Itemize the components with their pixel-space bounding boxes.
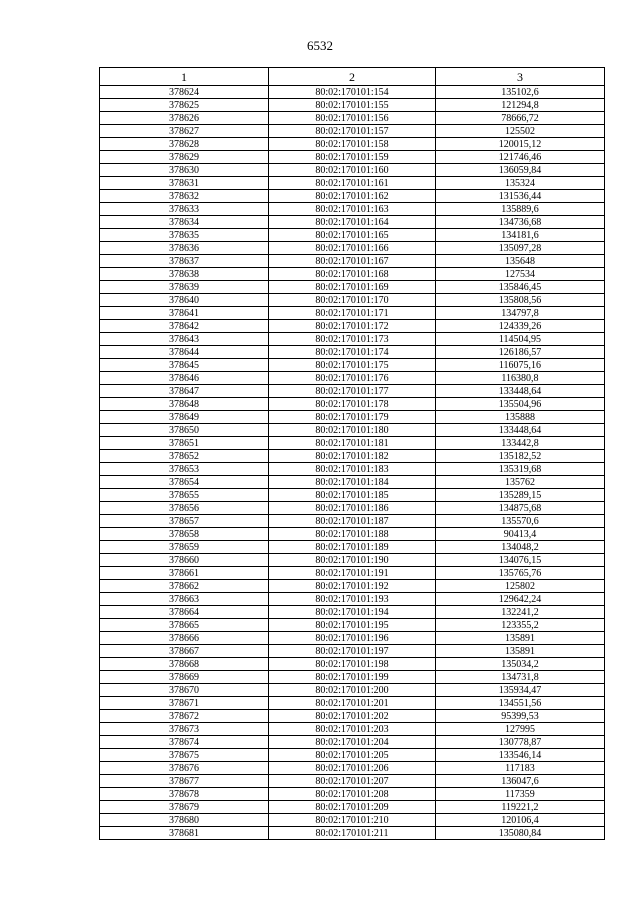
row-number-cell: 378651 [100, 437, 269, 450]
value-cell: 136047,6 [436, 775, 605, 788]
row-number-cell: 378627 [100, 125, 269, 138]
cadastral-number-cell: 80:02:170101:164 [269, 216, 436, 229]
cadastral-number-cell: 80:02:170101:205 [269, 749, 436, 762]
table-row [100, 151, 605, 164]
value-cell: 95399,53 [436, 710, 605, 723]
value-cell: 135846,45 [436, 281, 605, 294]
cadastral-number-cell: 80:02:170101:200 [269, 684, 436, 697]
table-row [100, 814, 605, 827]
row-number-cell: 378679 [100, 801, 269, 814]
row-number-cell: 378641 [100, 307, 269, 320]
row-number-cell: 378654 [100, 476, 269, 489]
table-row [100, 827, 605, 840]
value-cell: 120106,4 [436, 814, 605, 827]
table-row [100, 775, 605, 788]
table-row [100, 281, 605, 294]
value-cell: 131536,44 [436, 190, 605, 203]
value-cell: 135080,84 [436, 827, 605, 840]
row-number-cell: 378666 [100, 632, 269, 645]
value-cell: 134731,8 [436, 671, 605, 684]
row-number-cell: 378631 [100, 177, 269, 190]
table-row [100, 346, 605, 359]
cadastral-number-cell: 80:02:170101:199 [269, 671, 436, 684]
cadastral-number-cell: 80:02:170101:175 [269, 359, 436, 372]
column-header-3: 3 [436, 68, 605, 86]
table-row [100, 723, 605, 736]
table-row [100, 489, 605, 502]
table-row [100, 450, 605, 463]
cadastral-number-cell: 80:02:170101:191 [269, 567, 436, 580]
cadastral-number-cell: 80:02:170101:174 [269, 346, 436, 359]
table-row [100, 268, 605, 281]
row-number-cell: 378626 [100, 112, 269, 125]
data-table [99, 67, 605, 840]
value-cell: 134551,56 [436, 697, 605, 710]
table-row [100, 242, 605, 255]
cadastral-number-cell: 80:02:170101:173 [269, 333, 436, 346]
cadastral-number-cell: 80:02:170101:163 [269, 203, 436, 216]
cadastral-number-cell: 80:02:170101:195 [269, 619, 436, 632]
table-row [100, 515, 605, 528]
table-row [100, 398, 605, 411]
value-cell: 116380,8 [436, 372, 605, 385]
value-cell: 135102,6 [436, 86, 605, 99]
cadastral-number-cell: 80:02:170101:208 [269, 788, 436, 801]
value-cell: 127534 [436, 268, 605, 281]
table-row [100, 138, 605, 151]
row-number-cell: 378680 [100, 814, 269, 827]
cadastral-number-cell: 80:02:170101:155 [269, 99, 436, 112]
row-number-cell: 378642 [100, 320, 269, 333]
cadastral-number-cell: 80:02:170101:198 [269, 658, 436, 671]
cadastral-number-cell: 80:02:170101:181 [269, 437, 436, 450]
row-number-cell: 378658 [100, 528, 269, 541]
value-cell: 116075,16 [436, 359, 605, 372]
table-row [100, 411, 605, 424]
table-row [100, 320, 605, 333]
cadastral-number-cell: 80:02:170101:154 [269, 86, 436, 99]
row-number-cell: 378634 [100, 216, 269, 229]
row-number-cell: 378678 [100, 788, 269, 801]
value-cell: 134181,6 [436, 229, 605, 242]
value-cell: 135570,6 [436, 515, 605, 528]
row-number-cell: 378644 [100, 346, 269, 359]
row-number-cell: 378669 [100, 671, 269, 684]
value-cell: 135319,68 [436, 463, 605, 476]
row-number-cell: 378661 [100, 567, 269, 580]
table-row [100, 671, 605, 684]
row-number-cell: 378657 [100, 515, 269, 528]
table-row [100, 359, 605, 372]
value-cell: 125502 [436, 125, 605, 138]
table-row [100, 749, 605, 762]
table-row [100, 307, 605, 320]
row-number-cell: 378629 [100, 151, 269, 164]
row-number-cell: 378643 [100, 333, 269, 346]
row-number-cell: 378632 [100, 190, 269, 203]
cadastral-number-cell: 80:02:170101:166 [269, 242, 436, 255]
value-cell: 114504,95 [436, 333, 605, 346]
value-cell: 129642,24 [436, 593, 605, 606]
row-number-cell: 378677 [100, 775, 269, 788]
table-row [100, 294, 605, 307]
table-row [100, 554, 605, 567]
row-number-cell: 378633 [100, 203, 269, 216]
row-number-cell: 378659 [100, 541, 269, 554]
table-row [100, 528, 605, 541]
value-cell: 135289,15 [436, 489, 605, 502]
table-row [100, 424, 605, 437]
cadastral-number-cell: 80:02:170101:183 [269, 463, 436, 476]
table-row [100, 632, 605, 645]
cadastral-number-cell: 80:02:170101:202 [269, 710, 436, 723]
table-row [100, 619, 605, 632]
value-cell: 119221,2 [436, 801, 605, 814]
table-row [100, 86, 605, 99]
row-number-cell: 378667 [100, 645, 269, 658]
value-cell: 135808,56 [436, 294, 605, 307]
cadastral-number-cell: 80:02:170101:168 [269, 268, 436, 281]
cadastral-number-cell: 80:02:170101:179 [269, 411, 436, 424]
value-cell: 135765,76 [436, 567, 605, 580]
value-cell: 127995 [436, 723, 605, 736]
row-number-cell: 378681 [100, 827, 269, 840]
row-number-cell: 378638 [100, 268, 269, 281]
table-row [100, 99, 605, 112]
row-number-cell: 378624 [100, 86, 269, 99]
value-cell: 134076,15 [436, 554, 605, 567]
value-cell: 126186,57 [436, 346, 605, 359]
cadastral-number-cell: 80:02:170101:185 [269, 489, 436, 502]
row-number-cell: 378671 [100, 697, 269, 710]
cadastral-number-cell: 80:02:170101:176 [269, 372, 436, 385]
row-number-cell: 378649 [100, 411, 269, 424]
column-header-1: 1 [100, 68, 269, 86]
cadastral-number-cell: 80:02:170101:186 [269, 502, 436, 515]
cadastral-number-cell: 80:02:170101:209 [269, 801, 436, 814]
row-number-cell: 378674 [100, 736, 269, 749]
cadastral-number-cell: 80:02:170101:187 [269, 515, 436, 528]
cadastral-number-cell: 80:02:170101:188 [269, 528, 436, 541]
row-number-cell: 378664 [100, 606, 269, 619]
row-number-cell: 378645 [100, 359, 269, 372]
table-row [100, 190, 605, 203]
cadastral-number-cell: 80:02:170101:167 [269, 255, 436, 268]
row-number-cell: 378672 [100, 710, 269, 723]
cadastral-number-cell: 80:02:170101:194 [269, 606, 436, 619]
row-number-cell: 378625 [100, 99, 269, 112]
table-row [100, 710, 605, 723]
value-cell: 135034,2 [436, 658, 605, 671]
table-row [100, 788, 605, 801]
value-cell: 135182,52 [436, 450, 605, 463]
value-cell: 117359 [436, 788, 605, 801]
value-cell: 121746,46 [436, 151, 605, 164]
value-cell: 135889,6 [436, 203, 605, 216]
row-number-cell: 378673 [100, 723, 269, 736]
value-cell: 135648 [436, 255, 605, 268]
table-row [100, 645, 605, 658]
cadastral-number-cell: 80:02:170101:178 [269, 398, 436, 411]
value-cell: 135891 [436, 632, 605, 645]
cadastral-number-cell: 80:02:170101:169 [269, 281, 436, 294]
row-number-cell: 378668 [100, 658, 269, 671]
row-number-cell: 378646 [100, 372, 269, 385]
value-cell: 135097,28 [436, 242, 605, 255]
value-cell: 135934,47 [436, 684, 605, 697]
value-cell: 134048,2 [436, 541, 605, 554]
value-cell: 133448,64 [436, 385, 605, 398]
table-row [100, 762, 605, 775]
value-cell: 124339,26 [436, 320, 605, 333]
cadastral-number-cell: 80:02:170101:211 [269, 827, 436, 840]
row-number-cell: 378653 [100, 463, 269, 476]
row-number-cell: 378676 [100, 762, 269, 775]
table-row [100, 216, 605, 229]
cadastral-number-cell: 80:02:170101:165 [269, 229, 436, 242]
value-cell: 135324 [436, 177, 605, 190]
cadastral-number-cell: 80:02:170101:170 [269, 294, 436, 307]
value-cell: 134736,68 [436, 216, 605, 229]
cadastral-number-cell: 80:02:170101:156 [269, 112, 436, 125]
cadastral-number-cell: 80:02:170101:159 [269, 151, 436, 164]
cadastral-number-cell: 80:02:170101:182 [269, 450, 436, 463]
table-row [100, 697, 605, 710]
row-number-cell: 378656 [100, 502, 269, 515]
value-cell: 132241,2 [436, 606, 605, 619]
cadastral-number-cell: 80:02:170101:210 [269, 814, 436, 827]
row-number-cell: 378650 [100, 424, 269, 437]
table-row [100, 736, 605, 749]
table-body [100, 86, 605, 840]
table-row [100, 255, 605, 268]
value-cell: 135888 [436, 411, 605, 424]
row-number-cell: 378670 [100, 684, 269, 697]
cadastral-number-cell: 80:02:170101:206 [269, 762, 436, 775]
cadastral-number-cell: 80:02:170101:193 [269, 593, 436, 606]
row-number-cell: 378648 [100, 398, 269, 411]
table-row [100, 333, 605, 346]
value-cell: 135762 [436, 476, 605, 489]
cadastral-number-cell: 80:02:170101:157 [269, 125, 436, 138]
value-cell: 78666,72 [436, 112, 605, 125]
row-number-cell: 378628 [100, 138, 269, 151]
header-row [100, 68, 605, 86]
table-row [100, 125, 605, 138]
table-row [100, 112, 605, 125]
value-cell: 136059,84 [436, 164, 605, 177]
cadastral-number-cell: 80:02:170101:180 [269, 424, 436, 437]
row-number-cell: 378636 [100, 242, 269, 255]
table-row [100, 541, 605, 554]
cadastral-number-cell: 80:02:170101:201 [269, 697, 436, 710]
value-cell: 121294,8 [436, 99, 605, 112]
row-number-cell: 378652 [100, 450, 269, 463]
table-row [100, 658, 605, 671]
row-number-cell: 378675 [100, 749, 269, 762]
cadastral-number-cell: 80:02:170101:203 [269, 723, 436, 736]
cadastral-number-cell: 80:02:170101:158 [269, 138, 436, 151]
column-header-2: 2 [269, 68, 436, 86]
value-cell: 134875,68 [436, 502, 605, 515]
row-number-cell: 378630 [100, 164, 269, 177]
value-cell: 133546,14 [436, 749, 605, 762]
value-cell: 130778,87 [436, 736, 605, 749]
cadastral-number-cell: 80:02:170101:184 [269, 476, 436, 489]
table-row [100, 502, 605, 515]
cadastral-number-cell: 80:02:170101:160 [269, 164, 436, 177]
table-row [100, 372, 605, 385]
cadastral-number-cell: 80:02:170101:162 [269, 190, 436, 203]
value-cell: 125802 [436, 580, 605, 593]
table-row [100, 684, 605, 697]
table-row [100, 476, 605, 489]
value-cell: 123355,2 [436, 619, 605, 632]
cadastral-number-cell: 80:02:170101:161 [269, 177, 436, 190]
row-number-cell: 378647 [100, 385, 269, 398]
table-row [100, 801, 605, 814]
table-row [100, 463, 605, 476]
value-cell: 90413,4 [436, 528, 605, 541]
value-cell: 134797,8 [436, 307, 605, 320]
value-cell: 117183 [436, 762, 605, 775]
cadastral-number-cell: 80:02:170101:172 [269, 320, 436, 333]
row-number-cell: 378660 [100, 554, 269, 567]
table-row [100, 567, 605, 580]
value-cell: 133448,64 [436, 424, 605, 437]
cadastral-number-cell: 80:02:170101:204 [269, 736, 436, 749]
row-number-cell: 378663 [100, 593, 269, 606]
table-row [100, 437, 605, 450]
value-cell: 135504,96 [436, 398, 605, 411]
table-row [100, 385, 605, 398]
table-row [100, 229, 605, 242]
row-number-cell: 378640 [100, 294, 269, 307]
value-cell: 133442,8 [436, 437, 605, 450]
table-row [100, 580, 605, 593]
cadastral-number-cell: 80:02:170101:177 [269, 385, 436, 398]
row-number-cell: 378635 [100, 229, 269, 242]
table-row [100, 606, 605, 619]
cadastral-number-cell: 80:02:170101:190 [269, 554, 436, 567]
cadastral-number-cell: 80:02:170101:196 [269, 632, 436, 645]
table-row [100, 164, 605, 177]
value-cell: 120015,12 [436, 138, 605, 151]
table-row [100, 593, 605, 606]
value-cell: 135891 [436, 645, 605, 658]
cadastral-number-cell: 80:02:170101:189 [269, 541, 436, 554]
row-number-cell: 378637 [100, 255, 269, 268]
table-row [100, 177, 605, 190]
row-number-cell: 378662 [100, 580, 269, 593]
cadastral-number-cell: 80:02:170101:197 [269, 645, 436, 658]
page-number: 6532 [307, 38, 333, 53]
row-number-cell: 378655 [100, 489, 269, 502]
cadastral-number-cell: 80:02:170101:171 [269, 307, 436, 320]
row-number-cell: 378665 [100, 619, 269, 632]
cadastral-number-cell: 80:02:170101:207 [269, 775, 436, 788]
table-row [100, 203, 605, 216]
row-number-cell: 378639 [100, 281, 269, 294]
cadastral-number-cell: 80:02:170101:192 [269, 580, 436, 593]
